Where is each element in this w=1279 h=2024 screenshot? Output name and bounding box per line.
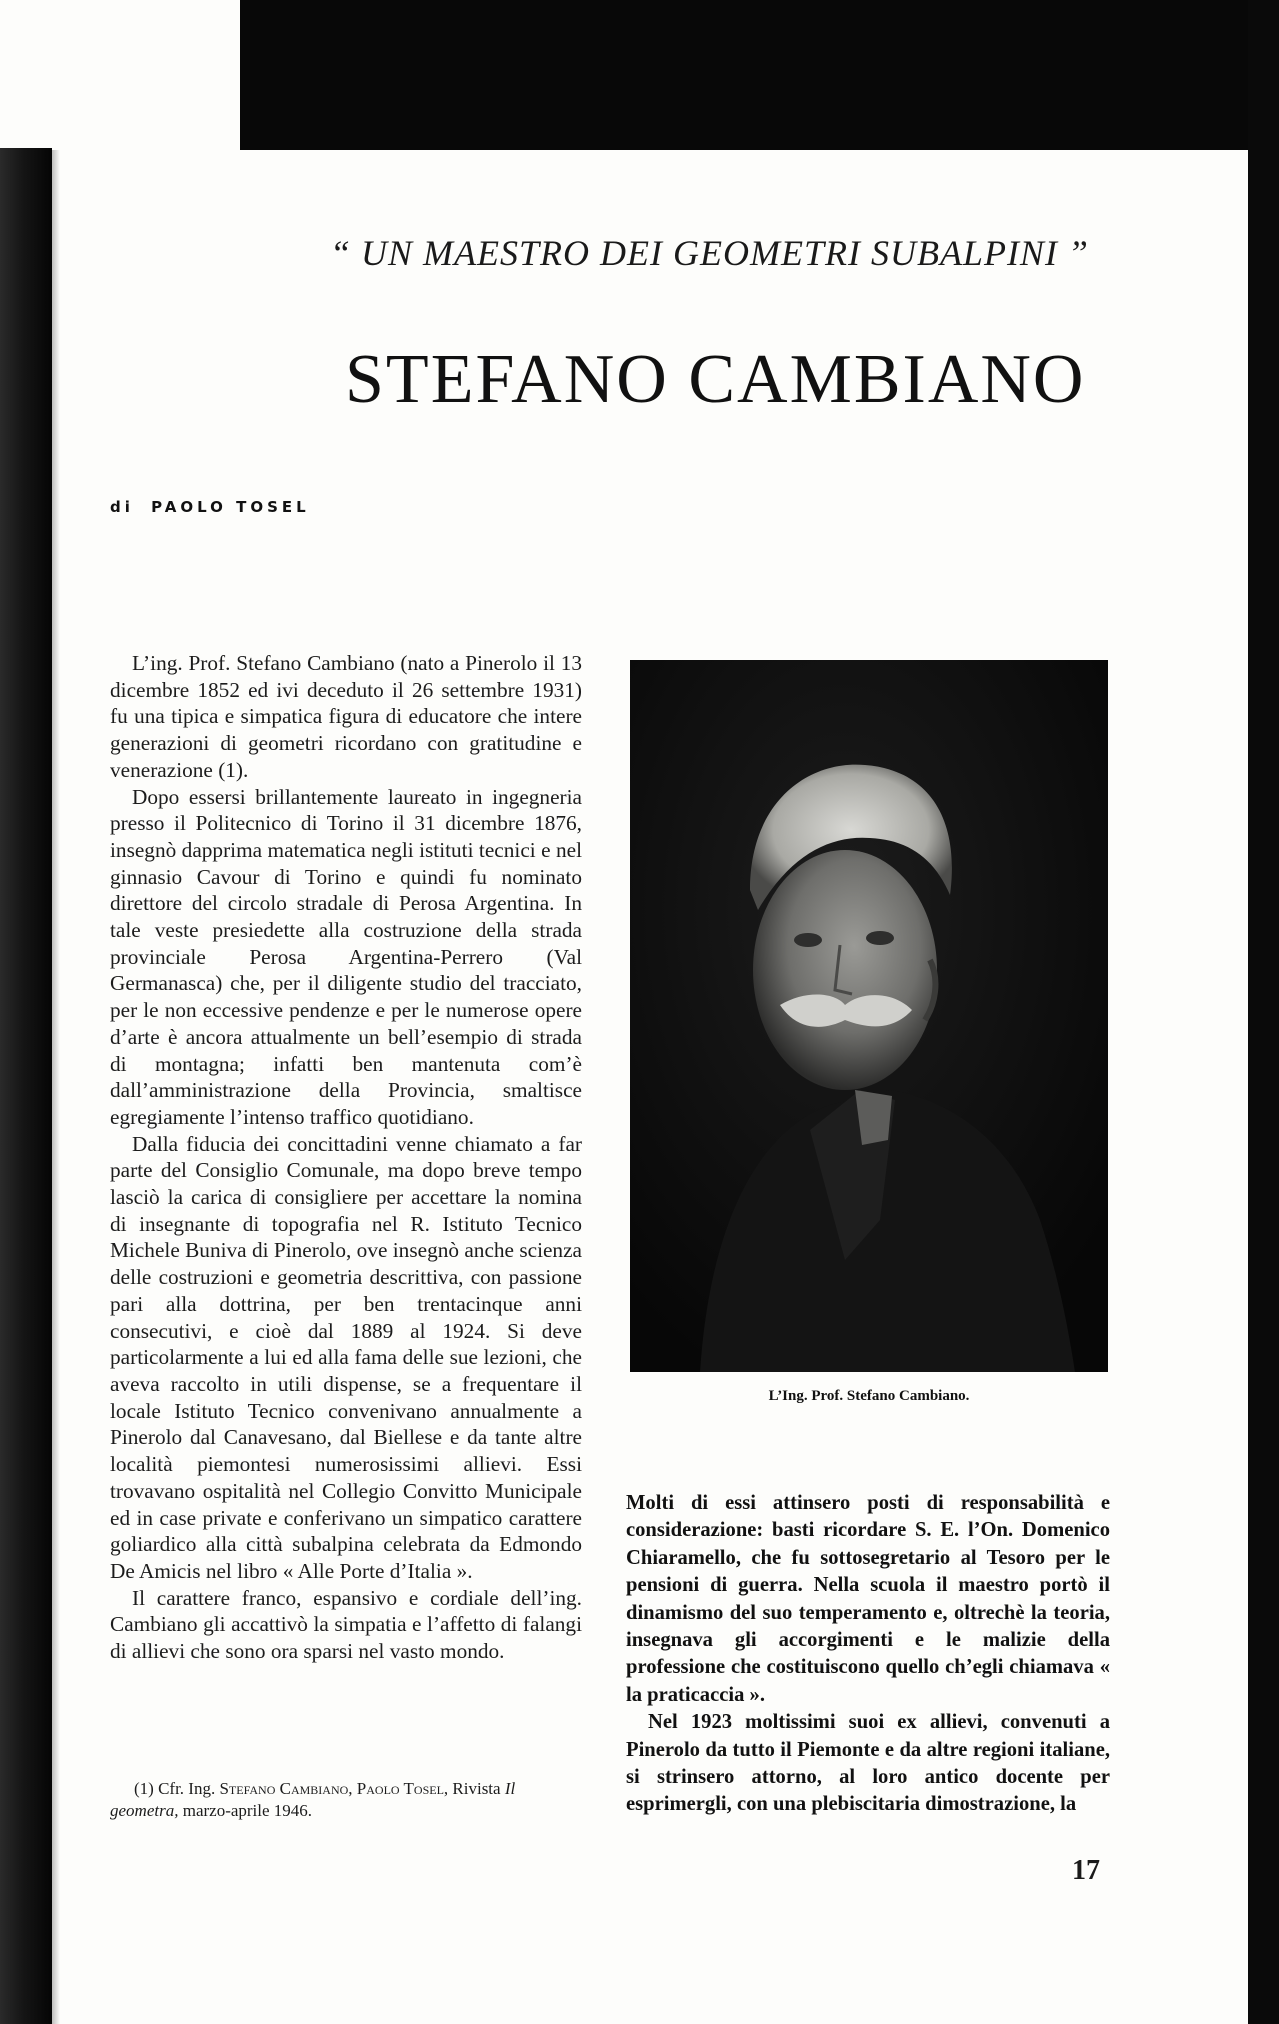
right-eye — [866, 931, 894, 945]
footnote-journal-name: Il geometra, — [110, 1779, 516, 1820]
article-subtitle: “ UN MAESTRO DEI GEOMETRI SUBALPINI ” — [330, 233, 1089, 273]
footnote — [110, 1778, 582, 1822]
page-edge-shadow — [52, 150, 60, 2024]
right-column — [626, 1490, 1110, 1819]
scan-border-right — [1248, 0, 1279, 2024]
byline — [110, 498, 310, 516]
paragraph: Molti di essi attinsero posti di responsabilità e considerazione: basti ricordare S. E. l’On. Domenico Chiaramello, che fu sottosegretario al Tesoro per le pensioni di guerra. Nella scuola il maestro portò il dinamismo del suo temperamento e, oltrechè la teoria, insegnava gli accorgimenti e le malizie della professione che costituiscono quello ch’egli chiamava « la praticaccia ». — [626, 1492, 1110, 1706]
footnote-authors: Stefano Cambiano, Paolo Tosel, — [219, 1779, 449, 1798]
paragraph: Dopo essersi brillantemente laureato in ingegneria presso il Politecnico di Torino il 31 dicembre 1876, insegnò dapprima matematica negli istituti tecnici e nel ginnasio Cavour di Torino e quindi fu nominato direttore del circolo stradale di Perosa Argentina. In tale veste presiedette alla costruzione della strada provinciale Perosa Argentina-Perrero (Val Germanasca) che, per il diligente studio del tracciato, per le non eccessive pendenze e per le numerose opere d’arte è ancora attualmente un bell’esempio di strada di montagna; infatti ben mantenuta com’è dall’amministrazione della Provincia, smaltisce egregiamente l’intenso traffico quotidiano. — [110, 784, 582, 1129]
scan-border-left — [0, 148, 52, 2024]
footnote-journal-word: Rivista — [452, 1779, 501, 1798]
portrait-photo — [630, 660, 1108, 1372]
paragraph: Dalla fiducia dei concittadini venne chiamato a far parte del Consiglio Comunale, ma dopo breve tempo lasciò la carica di consigliere per accettare la nomina di insegnante di topografia nel R. Istituto Tecnico Michele Buniva di Pinerolo, ove insegnò anche scienza delle costruzioni e geometria descrittiva, con passione pari alla dottrina, per ben trentacinque anni consecutivi, e cioè dal 1889 al 1924. Si deve particolarmente a lui ed alla fama delle sue lezioni, che aveva raccolto in utili dispense, se a frequentare il locale Istituto Tecnico convenivano annualmente a Pinerolo dal Canavesano, dal Biellese e da tante altre località piemontesi numerosissimi allievi. Essi trovavano ospitalità nel Collegio Convitto Municipale ed in case private e conferivano un simpatico carattere goliardico alla città subalpina celebrata da Edmondo De Amicis nel libro « Alle Porte d’Italia ». — [110, 1131, 582, 1583]
left-column — [110, 650, 582, 1665]
footnote-lead: (1) Cfr. Ing. — [134, 1779, 216, 1798]
left-eye — [794, 933, 822, 947]
scan-border-top — [240, 0, 1279, 150]
byline-prefix: di — [110, 498, 134, 516]
paragraph: L’ing. Prof. Stefano Cambiano (nato a Pinerolo il 13 dicembre 1852 ed ivi deceduto il 26 settembre 1931) fu una tipica e simpatica figura di educatore che intere generazioni di geometri ricordano con gratitudine e venerazione (1). — [110, 651, 582, 782]
page-number: 17 — [1072, 1855, 1100, 1886]
paragraph: Il carattere franco, espansivo e cordiale dell’ing. Cambiano gli accattivò la simpatia e l’affetto di falangi di allievi che sono ora sparsi nel vasto mondo. — [110, 1585, 582, 1664]
footnote-date: marzo-aprile 1946. — [182, 1801, 313, 1820]
portrait-illustration — [630, 660, 1108, 1372]
paragraph: Nel 1923 moltissimi suoi ex allievi, convenuti a Pinerolo da tutto il Piemonte e da altre regioni italiane, si strinsero attorno, al loro antico docente per esprimergli, con una plebiscitaria dimostrazione, la — [626, 1711, 1110, 1816]
article-title: STEFANO CAMBIANO — [345, 341, 1086, 418]
face — [753, 850, 937, 1090]
byline-author: PAOLO TOSEL — [151, 498, 310, 516]
photo-caption: L’Ing. Prof. Stefano Cambiano. — [768, 1388, 970, 1404]
